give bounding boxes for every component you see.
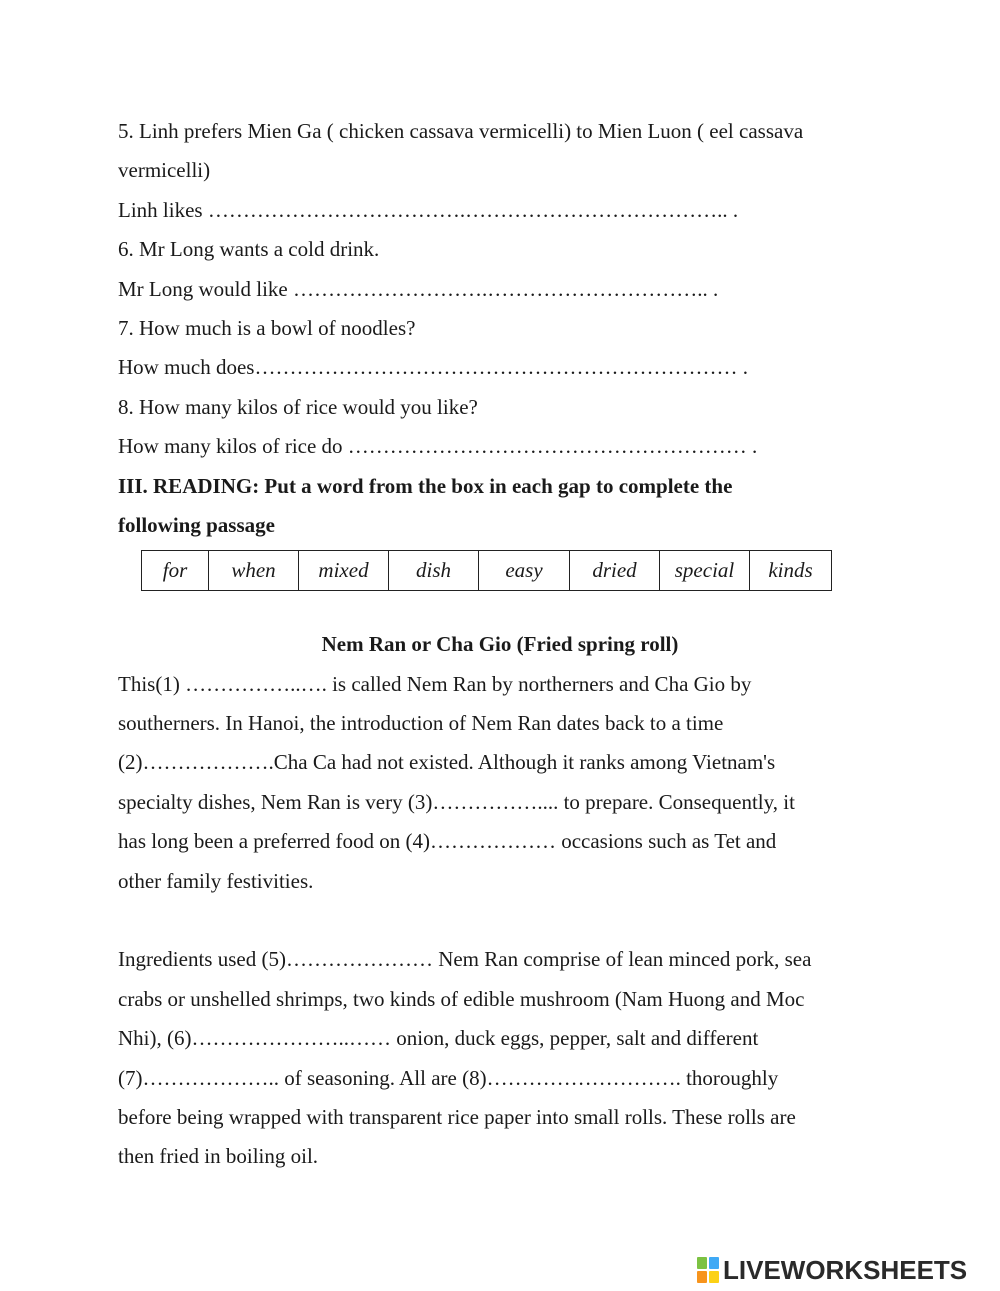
passage-p1-line: specialty dishes, Nem Ran is very (3)…………….... to prepare. Consequently, it [118,790,795,814]
passage-p2-line: Nhi), (6)…………………..…… onion, duck eggs, pepper, salt and different [118,1026,759,1050]
word-box [141,550,832,591]
question-8: 8. How many kilos of rice would you like? [118,395,478,419]
reading-heading-line-1: III. READING: Put a word from the box in each gap to complete the [118,474,733,498]
passage-p1-line: This(1) ……………..…. is called Nem Ran by northerners and Cha Gio by [118,672,752,696]
question-5-line-1: 5. Linh prefers Mien Ga ( chicken cassava vermicelli) to Mien Luon ( eel cassava [118,119,804,143]
passage-title: Nem Ran or Cha Gio (Fried spring roll) [321,632,679,656]
liveworksheets-brand [697,1256,967,1284]
word-box-item: when [209,551,299,591]
passage-p2-line: then fried in boiling oil. [118,1144,319,1168]
passage-p1-line: southerners. In Hanoi, the introduction of Nem Ran dates back to a time [118,711,724,735]
word-box-item: dish [389,551,479,591]
passage-p2-line: crabs or unshelled shrimps, two kinds of edible mushroom (Nam Huong and Moc [118,987,805,1011]
passage-p1-line: (2)……………….Cha Ca had not existed. Although it ranks among Vietnam's [118,750,776,774]
passage-p1-line: has long been a preferred food on (4)……………… occasions such as Tet and [118,829,777,853]
liveworksheets-logo-icon [697,1257,719,1283]
word-box-item: for [142,551,209,591]
passage-p2-line: Ingredients used (5)………………… Nem Ran comprise of lean minced pork, sea [118,947,812,971]
word-box-item: easy [479,551,570,591]
word-box-item: dried [570,551,660,591]
question-6: 6. Mr Long wants a cold drink. [118,237,380,261]
question-5-answer[interactable]: Linh likes ……………………………….……………………………….. . [118,198,739,222]
word-box-item: special [660,551,750,591]
reading-heading-line-2: following passage [118,513,275,537]
passage-p2-line: (7)……………….. of seasoning. All are (8)………………………. thoroughly [118,1066,779,1090]
question-7: 7. How much is a bowl of noodles? [118,316,416,340]
question-6-answer[interactable]: Mr Long would like ……………………….………………………….. . [118,277,719,301]
brand-name: LIVEWORKSHEETS [723,1254,968,1285]
word-box-item: kinds [750,551,832,591]
passage-p1-line: other family festivities. [118,869,314,893]
question-8-answer[interactable]: How many kilos of rice do ………………………………………………… . [118,434,758,458]
word-box-item: mixed [299,551,389,591]
passage-p2-line: before being wrapped with transparent rice paper into small rolls. These rolls are [118,1105,796,1129]
question-7-answer[interactable]: How much does…………………………………………………………… . [118,355,748,379]
question-5-line-2: vermicelli) [118,158,211,182]
